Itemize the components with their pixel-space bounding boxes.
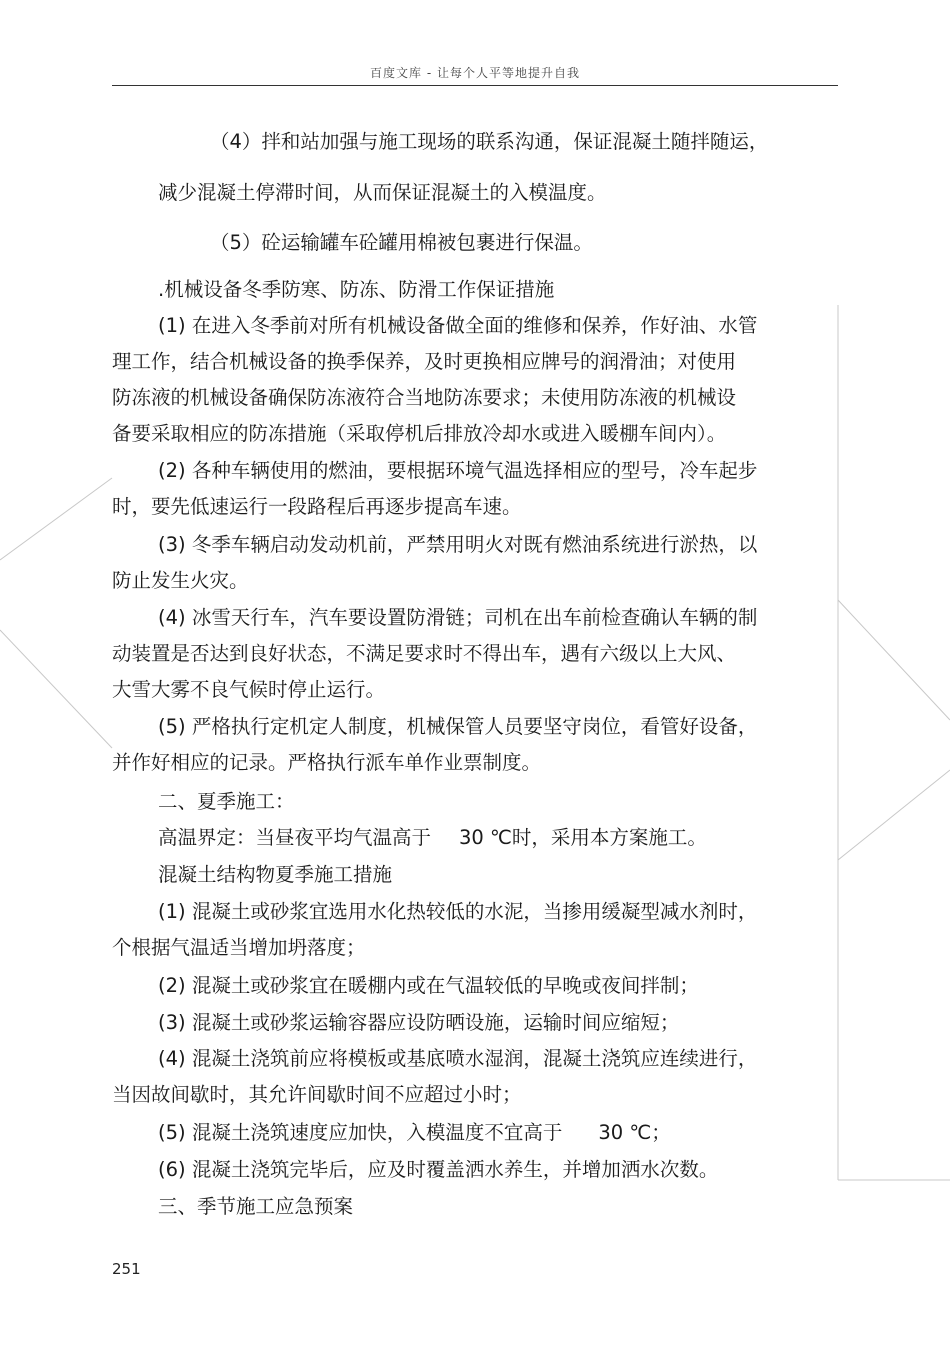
text-segment: 高温界定：当昼夜平均气温高于 [158,826,432,849]
header-divider [112,85,838,86]
paragraph-line: (5) 严格执行定机定人制度，机械保管人员要坚守岗位，看管好设备， [158,715,758,738]
paragraph-line: (4) 混凝土浇筑前应将模板或基底喷水湿润，混凝土浇筑应连续进行， [158,1047,758,1070]
page-header: 百度文库 - 让每个人平等地提升自我 [370,66,580,80]
paragraph-line: (1) 混凝土或砂浆宜选用水化热较低的水泥，当掺用缓凝型减水剂时， [158,900,758,923]
paragraph-line: 减少混凝土停滞时间，从而保证混凝土的入模温度。 [158,181,607,204]
paragraph-line: 动装置是否达到良好状态，不满足要求时不得出车，遇有六级以上大风、 [112,642,737,665]
section-heading: .机械设备冬季防寒、防冻、防滑工作保证措施 [158,278,555,301]
paragraph-line [158,1120,858,1146]
paragraph-line: （4）拌和站加强与施工现场的联系沟通，保证混凝土随拌随运， [210,130,769,153]
paragraph-line: (3) 冬季车辆启动发动机前，严禁用明火对既有燃油系统进行淤热，以 [158,533,758,556]
section-heading: 二、夏季施工： [158,790,295,813]
paragraph-line: 个根据气温适当增加坍落度； [112,936,366,959]
paragraph-line: (3) 混凝土或砂浆运输容器应设防晒设施，运输时间应缩短； [158,1011,680,1034]
paragraph-line: (1) 在进入冬季前对所有机械设备做全面的维修和保养，作好油、水管 [158,314,758,337]
paragraph-line: 大雪大雾不良气候时停止运行。 [112,678,386,701]
text-segment: (5) 混凝土浇筑速度应加快，入模温度不宜高于 [158,1121,563,1144]
temperature-value: 30 ℃； [598,1121,671,1144]
paragraph-line: （5）砼运输罐车砼罐用棉被包裹进行保温。 [210,231,593,254]
paragraph-line: 理工作，结合机械设备的换季保养，及时更换相应牌号的润滑油；对使用 [112,350,737,373]
paragraph-line: (4) 冰雪天行车，汽车要设置防滑链；司机在出车前检查确认车辆的制 [158,606,758,629]
paragraph-line: 防止发生火灾。 [112,569,249,592]
paragraph-line: 防冻液的机械设备确保防冻液符合当地防冻要求；未使用防冻液的机械设 [112,386,737,409]
paragraph-line: 当因故间歇时，其允许间歇时间不应超过小时； [112,1083,522,1106]
paragraph-line: (2) 混凝土或砂浆宜在暖棚内或在气温较低的早晚或夜间拌制； [158,974,699,997]
paragraph-line: 并作好相应的记录。严格执行派车单作业票制度。 [112,751,542,774]
temperature-value: 30 ℃时，采用本方案施工。 [459,826,707,849]
paragraph-line [158,825,858,851]
paragraph-line: (6) 混凝土浇筑完毕后，应及时覆盖洒水养生，并增加洒水次数。 [158,1158,719,1181]
paragraph-line: 备要采取相应的防冻措施（采取停机后排放冷却水或进入暖棚车间内）。 [112,422,727,445]
page-number: 251 [112,1260,141,1278]
paragraph-line: 时，要先低速运行一段路程后再逐步提高车速。 [112,495,522,518]
section-heading: 混凝土结构物夏季施工措施 [158,863,393,886]
paragraph-line: (2) 各种车辆使用的燃油，要根据环境气温选择相应的型号，冷车起步 [158,459,758,482]
section-heading: 三、季节施工应急预案 [158,1195,354,1218]
